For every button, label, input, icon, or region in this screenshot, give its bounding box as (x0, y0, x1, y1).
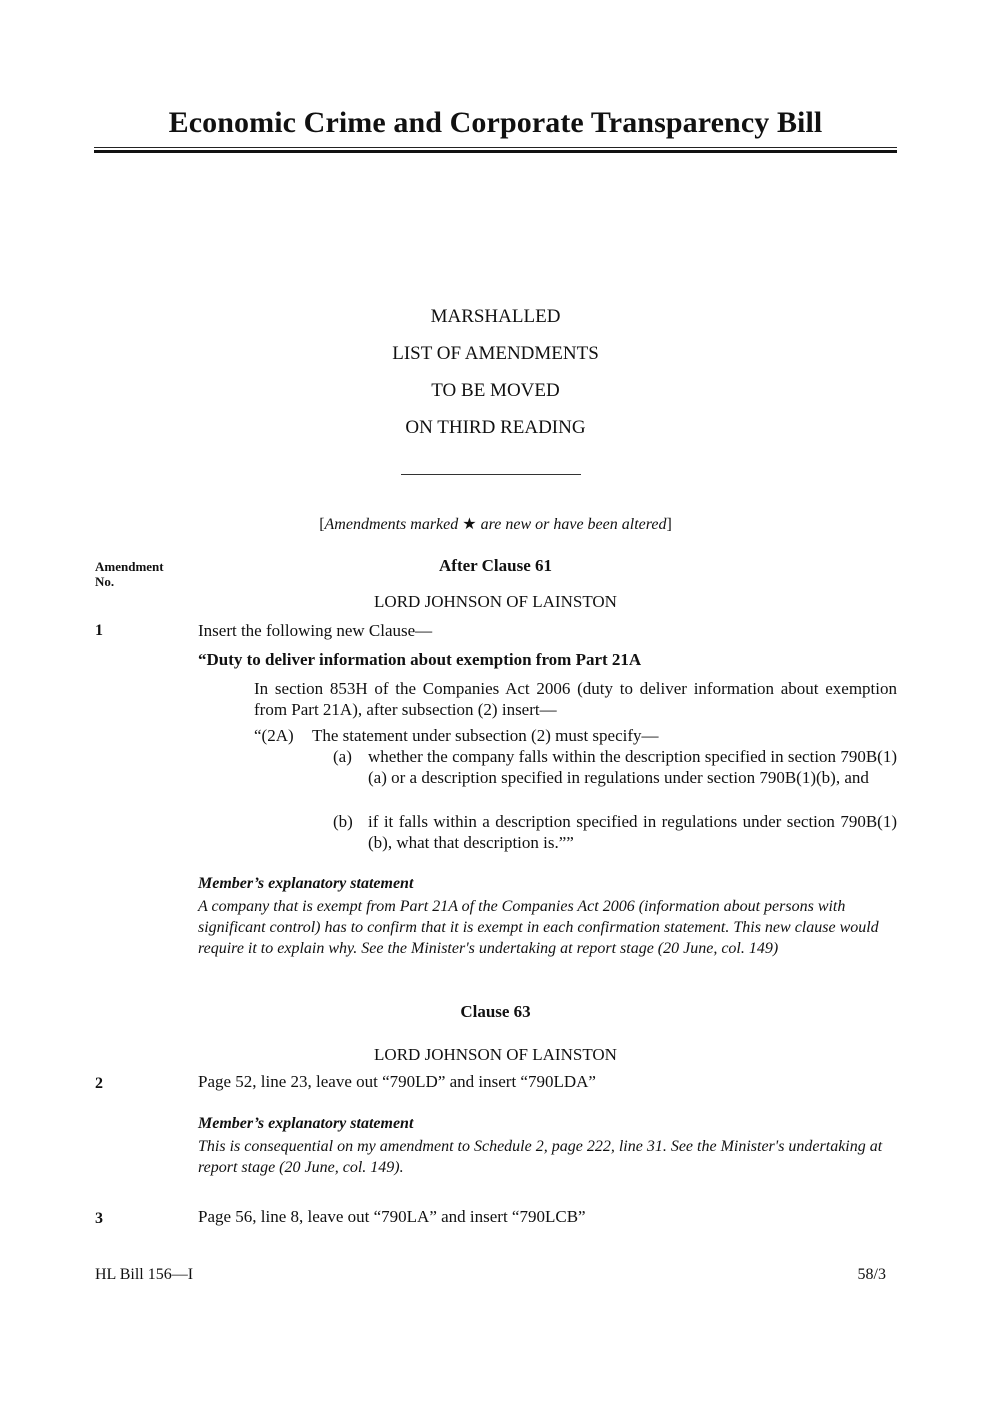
new-clause-body: In section 853H of the Companies Act 2006 (duty to deliver information about exemption from Part 21A), after subsection (2) insert— (254, 679, 897, 719)
title-rule-thick (94, 150, 897, 153)
cover-line-1: MARSHALLED (430, 306, 561, 327)
page-reference: 58/3 (857, 1266, 886, 1283)
note-text-before: Amendments marked (324, 516, 463, 533)
amendment-instruction: Insert the following new Clause— (198, 621, 433, 640)
paragraph-a-text: whether the company falls within the description specified in section 790B(1)(a) or a description specified in regulations under section 790B(1)(b), and (368, 747, 897, 787)
amendment-number: 2 (95, 1075, 103, 1092)
peer-name: LORD JOHNSON OF LAINSTON (374, 1045, 617, 1064)
note-text-after: are new or have been altered (476, 516, 667, 533)
peer-name: LORD JOHNSON OF LAINSTON (374, 592, 617, 611)
cover-line-4: ON THIRD READING (405, 417, 586, 438)
explanatory-heading: Member’s explanatory statement (198, 875, 414, 892)
column-header-line-1: Amendment (95, 559, 164, 574)
cover-line-3: TO BE MOVED (431, 380, 560, 401)
new-clause-title: “Duty to deliver information about exemption from Part 21A (198, 650, 642, 669)
star-icon: ★ (462, 516, 477, 533)
explanatory-text: This is consequential on my amendment to Schedule 2, page 222, line 31. See the Minister's undertaking at report stage (20 June, col. 149). (198, 1138, 883, 1176)
bill-reference: HL Bill 156—I (95, 1266, 194, 1283)
subsection-label: “(2A) (254, 726, 294, 745)
column-header-line-2: No. (95, 574, 115, 589)
note-close-bracket: ] (666, 516, 672, 533)
paragraph-b-text: if it falls within a description specified in regulations under section 790B(1)(b), what that description is.”” (368, 812, 897, 852)
amendment-instruction: Page 52, line 23, leave out “790LD” and insert “790LDA” (198, 1072, 596, 1091)
paragraph-a-label: (a) (333, 747, 352, 766)
title-rule-thin (94, 147, 897, 148)
cover-divider (401, 474, 581, 475)
note-open-bracket: [ (319, 516, 325, 533)
section-heading-after-clause-61: After Clause 61 (439, 556, 552, 575)
bill-title: Economic Crime and Corporate Transparency Bill (168, 106, 823, 139)
amendment-instruction: Page 56, line 8, leave out “790LA” and insert “790LCB” (198, 1207, 586, 1226)
section-heading-clause-63: Clause 63 (460, 1002, 531, 1021)
subsection-text: The statement under subsection (2) must specify— (312, 726, 659, 745)
explanatory-text: A company that is exempt from Part 21A of the Companies Act 2006 (information about persons with significant control) has to confirm that it is exempt in each confirmation statement. This new clause would require it to explain why. See the Minister's undertaking at report stage (20 June, col. 149) (198, 898, 879, 957)
explanatory-heading: Member’s explanatory statement (198, 1115, 414, 1132)
cover-line-2: LIST OF AMENDMENTS (392, 343, 599, 364)
paragraph-b-label: (b) (333, 812, 353, 831)
amendments-note (94, 514, 897, 534)
amendment-number: 1 (95, 622, 103, 639)
amendment-number: 3 (95, 1210, 103, 1227)
